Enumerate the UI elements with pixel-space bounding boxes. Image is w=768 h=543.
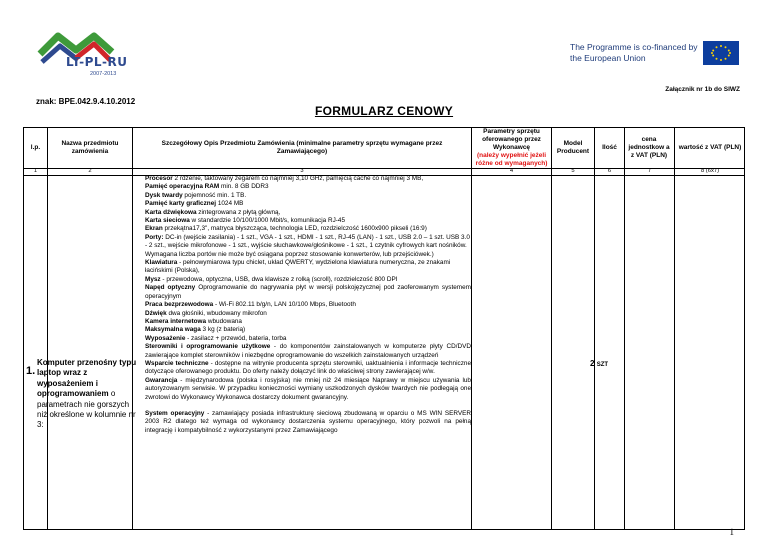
item-name [37, 358, 137, 431]
header-name: Nazwa przedmiotu zamówienia [61, 140, 119, 155]
header-offered-note: (należy wypełnić jeżeli różne od wymaganych) [475, 152, 548, 167]
spec-line: Klawiatura - pełnowymiarowa typu chiclet, układ QWERTY, wydzielona klawiatura numeryczna, ze znakami łacińskimi (Polska), [145, 259, 451, 275]
header-offered-main: Parametry sprzętu oferowanego przez Wykonawcę [482, 128, 541, 151]
spec-line: Gwarancja - międzynarodowa (polska i rosyjska) nie mniej niż 24 miesiące Naprawy w miejscu używania lub autoryzowanym serwisie. W przypadku konieczności wymiany uszkodzonych dysków twardych nie podlegają one zwrotowi do Wykonawcy Wykonawca dostarczy dokument gwarancyjny. [145, 376, 471, 401]
colnum-1: 1 [33, 168, 38, 174]
row-lp: 1. [26, 365, 36, 377]
header-unit-price: cena jednostkow a z VAT (PLN) [628, 136, 670, 159]
quantity: 2 SZT [590, 359, 609, 368]
spec-line: Karta sieciowa w standardzie 10/100/1000 Mbit/s, komunikacja RJ-45 [145, 217, 345, 225]
spec-line: Dźwięk dwa głośniki, wbudowany mikrofon [145, 309, 267, 317]
spec-line: Ekran przekątna17,3", matryca błyszcząca, technologia LED, rozdzielczość 1600x900 pikseli (16:9) [145, 225, 427, 233]
colnum-2: 2 [88, 168, 92, 174]
colnum-6: 6 [607, 168, 612, 174]
spec-line: Napęd optyczny Oprogramowanie do nagrywania płyt w wersji polskojęzycznej pod zaoferowanym systemem operacyjnym [145, 284, 471, 300]
attachment-label: Załącznik nr 1b do SIWZ [665, 86, 740, 93]
colnum-4: 4 [509, 168, 514, 174]
spec-line: Sterowniki i oprogramowanie użytkowe - do komponentów zainstalowanych w komputerze płyty CD/DVD zawierające komplet sterowników i niezbędne oprogramowanie do wszelkich zainstalowanych urządzeń [145, 343, 471, 359]
logo-text: LT-PL-RU [66, 55, 128, 69]
spec-line: Porty: DC-in (wejście zasilania) - 1 szt., VGA - 1 szt., HDMI - 1 szt., RJ-45 (LAN) - 1 szt., USB 2.0 – 1 szt. USB 3.0 - 2 szt., wejście mikrofonowe - 1 szt., wyjście słuchawkowe/głośnikowe - 1 szt., 1 czytnik cyfrowych kart nośników. Wymagana liczba portów nie może być osiągana poprzez stosowanie konwerterów, lub przejściówek.) [145, 233, 470, 258]
header-total: wartość z VAT (PLN) [678, 144, 742, 151]
spec-line: Maksymalna waga 3 kg (z baterią) [145, 326, 246, 334]
programme-note: The Programme is co-financed by the European Union [570, 42, 698, 63]
spec-line: Wyposażenie - zasilacz + przewód, bateria, torba [145, 334, 287, 342]
spec-line: Wsparcie techniczne - dostępne na witrynie producenta sprzętu sterowniki, uaktualnienia i informacje techniczne dotyczące oferowanego produktu. Do oferty należy dołączyć link do właściwej strony zawierającej w/w. [145, 359, 472, 376]
reference-number: znak: BPE.042.9.4.10.2012 [36, 97, 136, 106]
logo-years: 2007-2013 [90, 71, 117, 77]
spec-line: Pamięć karty graficznej 1024 MB [145, 200, 244, 208]
eu-flag-icon [703, 41, 739, 65]
header-model: Model Producent [556, 140, 590, 155]
colnum-3: 3 [300, 168, 304, 174]
price-form-table [23, 127, 745, 530]
page-number: 1 [729, 527, 734, 537]
spec-line: Procesor 2 rdzenie, taktowany zegarem co najmniej 3,10 GHz, pamięcią cache co najmniej 3 MB, [145, 175, 424, 182]
spec-line: Dysk twardy pojemność min. 1 TB. [145, 191, 247, 199]
colnum-8: 8 (6x7) [700, 168, 720, 174]
header-qty: Ilość [602, 144, 617, 151]
page-title: FORMULARZ CENOWY [314, 104, 454, 118]
spec-line: Praca bezprzewodowa - Wi-Fi 802.11 b/g/n, LAN 10/100 Mbps, Bluetooth [145, 301, 356, 309]
header-spec: Szczegółowy Opis Przedmiotu Zamówienia (minimalne parametry sprzętu wymagane przez Zamawiającego) [161, 140, 443, 155]
spec-line: Karta dźwiękowa zintegrowana z płytą główną, [145, 208, 281, 216]
spec-description [145, 175, 471, 435]
item-name-bold: Komputer przenośny typu laptop wraz z wyposażeniem i oprogramowaniem [37, 358, 137, 399]
spec-line: Kamera internetowa wbudowana [145, 317, 242, 325]
header-offered [473, 128, 550, 168]
spec-line: Mysz - przewodowa, optyczna, USB, dwa klawisze z rolką (scroll), rozdzielczość 800 DPI [145, 275, 398, 283]
spec-line: System operacyjny - zamawiający posiada infrastrukturę sieciową zbudowaną w oparciu o MS WIN SERVER 2003 R2 dlatego też wymaga od wykonawcy dostarczenia systemu operacyjnego, który pozwoli na pełną integrację i kompatybilność z wykorzystanymi przez Zamawiającego [145, 409, 471, 434]
spec-line: Pamięć operacyjna RAM min. 8 GB DDR3 [145, 183, 269, 191]
colnum-5: 5 [571, 168, 575, 174]
item-name-rest: o parametrach nie gorszych niż określone w kolumnie nr 3: [37, 389, 136, 430]
header-lp: l.p. [30, 144, 41, 151]
colnum-7: 7 [647, 168, 652, 174]
